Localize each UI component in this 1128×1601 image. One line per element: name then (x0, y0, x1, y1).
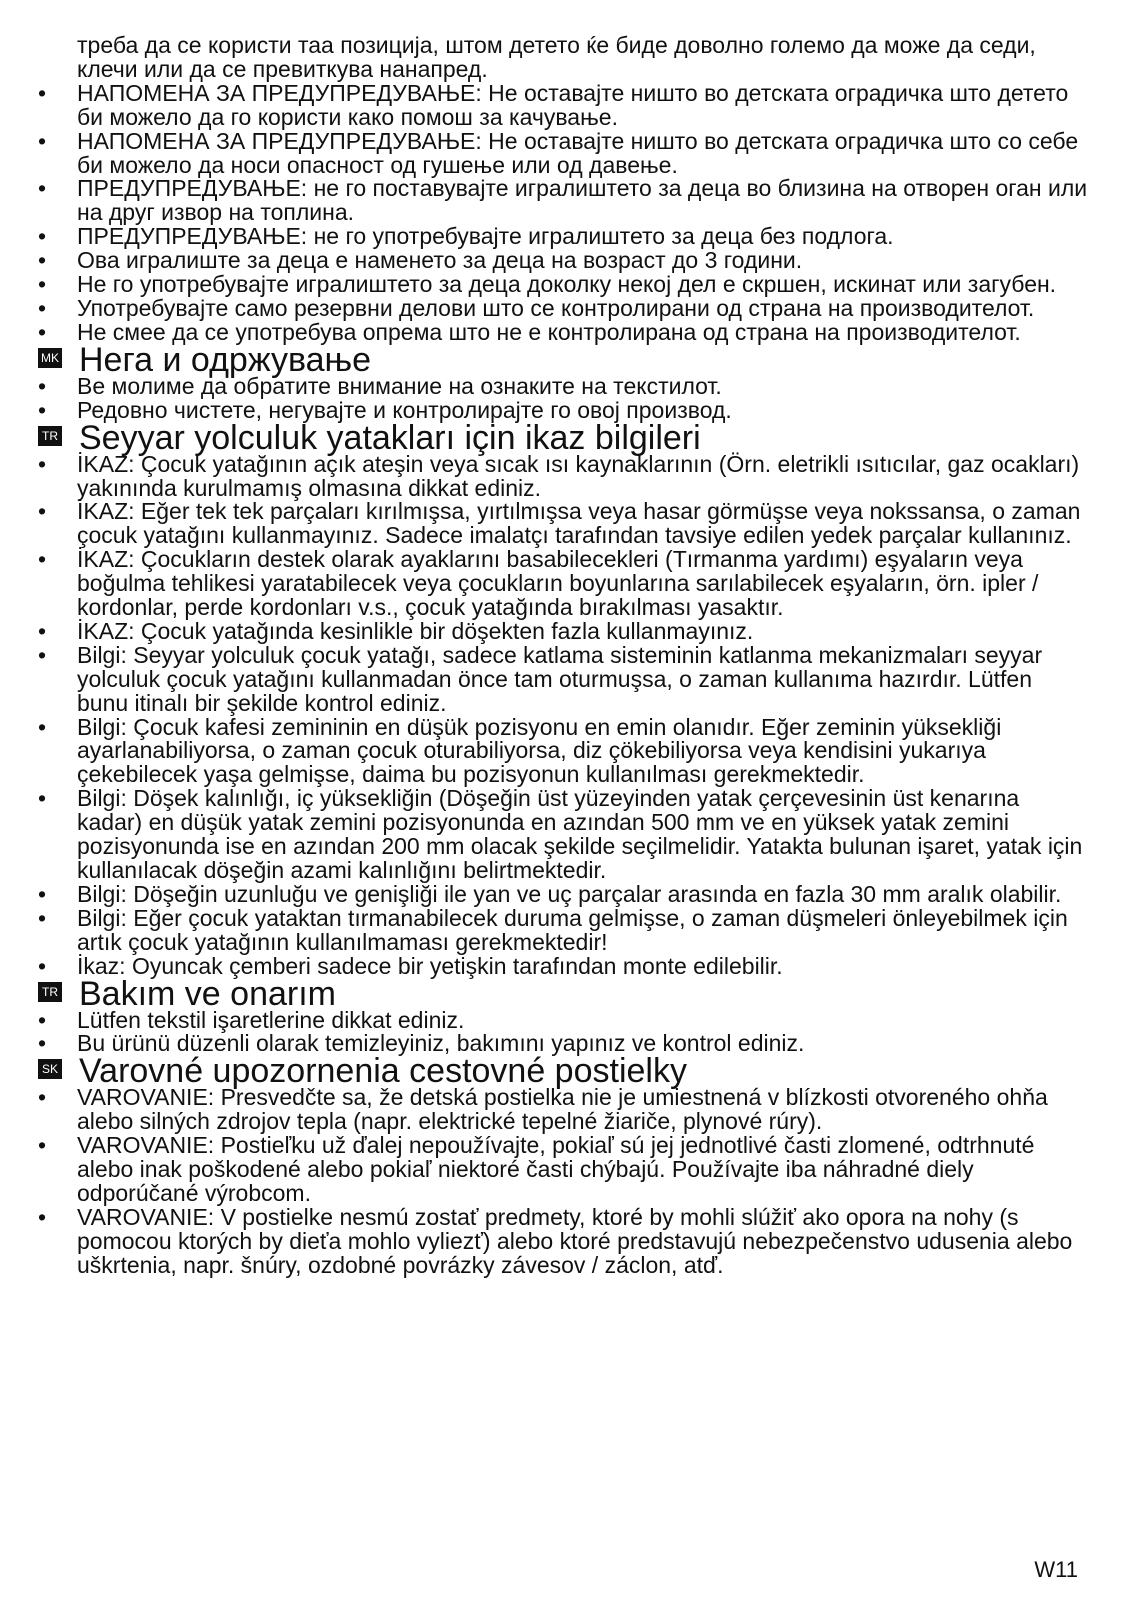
list-item (38, 249, 1088, 273)
bullet-icon: • (38, 952, 47, 979)
language-tag-badge: MK (38, 348, 62, 368)
list-item-text: İKAZ: Eğer tek tek parçaları kırılmışsa, yırtılmışsa veya hasar görmüşse veya nokssansa, o zaman çocuk yatağını kullanmayınız. Sadece imalatçı tarafından tavsiye edilen yedek parçalar kullanınız. (77, 498, 1081, 549)
bullet-icon: • (38, 904, 47, 931)
bullet-icon: • (38, 318, 47, 345)
list-item (38, 127, 1088, 178)
bullet-icon: • (38, 1030, 47, 1057)
bullet-icon: • (38, 546, 47, 573)
list-item (38, 548, 1088, 620)
list-item (38, 1203, 1088, 1278)
bullet-icon: • (38, 175, 47, 202)
list-item (38, 880, 1088, 907)
list-item-text: Не го употребувајте игралиштето за деца доколку некој дел е скршен, искинат или загубен. (77, 271, 1057, 298)
list-item-text: НАПОМЕНА ЗА ПРЕДУПРЕДУВАЊЕ: Не оставајте ништо во детската оградичка што детето би можело да го користи како помош за качување. (77, 79, 1069, 130)
section (38, 1053, 1088, 1277)
bullet-icon: • (38, 1084, 47, 1111)
list-item-text: Bilgi: Çocuk kafesi zemininin en düşük pozisyonu en emin olanıdır. Eğer zeminin yüksekliği ayarlanabiliyorsa, o zaman çocuk oturabiliyorsa, diz çökebiliyorsa veya kendisini yukarıya çekebilecek yaşa gelmişse, daima bu pozisyonun kullanılması gerekmektedir. (77, 713, 1002, 788)
section (38, 34, 1088, 345)
bullet-icon: • (38, 247, 47, 274)
list-item (38, 1134, 1088, 1206)
list-item-text: Lütfen tekstil işaretlerine dikkat ediniz. (77, 1006, 465, 1033)
list-item-text: İKAZ: Çocuk yatağının açık ateşin veya sıcak ısı kaynaklarının (Örn. eletrikli ısıtıcılar, gaz ocakları) yakınında kurulmamış olmasına dikkat ediniz. (77, 450, 1080, 501)
section-title: Bakım ve onarım (79, 974, 336, 1013)
bullet-icon: • (38, 396, 47, 423)
list-item (38, 617, 1088, 644)
list-item (38, 713, 1088, 788)
list-item (38, 1006, 1088, 1033)
list-item-text: Bilgi: Eğer çocuk yataktan tırmanabilecek duruma gelmişse, o zaman düşmeleri önleyebilmek için artık çocuk yatağının kullanılmaması gerekmektedir! (77, 904, 1068, 955)
list-item (38, 294, 1088, 321)
list-item (38, 1086, 1088, 1134)
list-item-text: Bilgi: Döşeğin uzunluğu ve genişliği ile yan ve uç parçalar arasında en fazla 30 mm aralık olabilir. (77, 880, 1062, 907)
list-item-text: Редовно чистете, негувајте и контролирајте го овој производ. (77, 396, 732, 423)
list-item (38, 787, 1088, 883)
list-item (38, 177, 1088, 225)
list-item (38, 273, 1088, 297)
list-item-text: НАПОМЕНА ЗА ПРЕДУПРЕДУВАЊЕ: Не оставајте ништо во детската оградичка што со себе би можело да носи опасност од гушење или од давење. (77, 127, 1079, 178)
section-title: Varovné upozornenia cestovné postielky (79, 1052, 687, 1091)
bullet-icon: • (38, 372, 47, 399)
section-title: Нега и одржување (79, 340, 372, 379)
list-item-text: VAROVANIE: V postielke nesmú zostať predmety, ktoré by mohli slúžiť ako opora na nohy (s pomocou ktorých by dieťa mohlo vyliezť) alebo ktoré predstavujú nebezpečenstvo udusenia alebo uškrtenia, napr. šnúry, ozdobné povrázky závesov / záclon, atď. (77, 1203, 1073, 1278)
section (38, 342, 1088, 423)
bullet-icon: • (38, 617, 47, 644)
list-item-text: ПРЕДУПРЕДУВАЊЕ: не го употребувајте игралиштето за деца без подлога. (77, 223, 894, 250)
list-item (38, 500, 1088, 548)
list-item (38, 372, 1088, 399)
list-item (38, 904, 1088, 955)
list-item (38, 641, 1088, 716)
language-tag-badge: SK (38, 1059, 62, 1079)
list-item-text: VAROVANIE: Presvedčte sa, že detská postielka nie je umiestnená v blízkosti otvoreného ohňa alebo silných zdrojov tepla (napr. elektrické tepelné žiariče, plynové rúry). (77, 1084, 1048, 1135)
bullet-icon: • (38, 785, 47, 812)
list-item-text: İKAZ: Çocukların destek olarak ayaklarını basabilecekleri (Tırmanma yardımı) eşyaların veya boğulma tehlikesi yaratabilecek veya çocukların boyunlarına sarılabilecek eşyaların, örn. ipler / kordonlar, perde kordonları v.s., çocuk yatağında bırakılması yasaktır. (77, 546, 1039, 621)
page-number: W11 (1034, 1557, 1078, 1582)
bullet-icon: • (38, 880, 47, 907)
bullet-icon: • (38, 498, 47, 525)
list-item (38, 225, 1088, 249)
list-item-text: Bilgi: Döşek kalınlığı, iç yüksekliğin (Döşeğin üst yüzeyinden yatak çerçevesinin üst kenarına kadar) en düşük yatak zemini pozisyonunda en azından 500 mm ve en yüksek yatak zemini pozisyonunda ise en azından 200 mm olacak şekilde seçilmelidir. Yatakta bulunan işaret, yatak için kullanılacak döşeğin azami kalınlığını belirtmektedir. (77, 785, 1083, 883)
document-body (38, 34, 1088, 1278)
bullet-icon: • (38, 1006, 47, 1033)
continuation-paragraph: треба да се користи таа позиција, штом детето ќе биде доволно големо да може да седи, клечи или да се превиткува нанапред. (77, 32, 1036, 82)
list-item-text: ПРЕДУПРЕДУВАЊЕ: не го поставувајте игралиштето за деца во близина на отворен оган или на друг извор на топлина. (77, 175, 1088, 226)
list-item-text: Bu ürünü düzenli olarak temizleyiniz, bakımını yapınız ve kontrol ediniz. (77, 1030, 805, 1057)
language-tag-badge: TR (38, 426, 62, 446)
bullet-icon: • (38, 79, 47, 106)
bullet-icon: • (38, 641, 47, 668)
list-item-text: VAROVANIE: Postieľku už ďalej nepoužívajte, pokiaľ sú jej jednotlivé časti zlomené, odtrhnuté alebo inak poškodené alebo pokiaľ niektoré časti chýbajú. Používajte iba náhradné diely odporúčané výrobcom. (77, 1132, 1035, 1206)
bullet-icon: • (38, 450, 47, 477)
list-item-text: Bilgi: Seyyar yolculuk çocuk yatağı, sadece katlama sisteminin katlanma mekanizmaları seyyar yolculuk çocuk yatağını kullanmadan önce tam oturmuşsa, o zaman kullanıma hazırdır. Lütfen bunu itinalı bir şekilde kontrol ediniz. (77, 641, 1043, 716)
bullet-icon: • (38, 127, 47, 154)
section (38, 420, 1088, 979)
list-item-text: Ова игралиште за деца е наменето за деца на возраст до 3 години. (77, 247, 803, 274)
list-item-text: Употребувајте само резервни делови што се контролирани од страна на производителот. (77, 294, 1035, 321)
list-item (38, 450, 1088, 501)
bullet-icon: • (38, 1132, 47, 1159)
list-item-text: İkaz: Oyuncak çemberi sadece bir yetişkin tarafından monte edilebilir. (77, 952, 783, 979)
language-tag-badge: TR (38, 982, 62, 1002)
list-item (38, 79, 1088, 130)
bullet-icon: • (38, 271, 47, 298)
section-title: Seyyar yolculuk yatakları için ikaz bilgileri (79, 418, 701, 457)
bullet-icon: • (38, 1203, 47, 1230)
list-item-text: Не смее да се употребува опрема што не е контролирана од страна на производителот. (77, 318, 1021, 345)
section (38, 976, 1088, 1057)
bullet-icon: • (38, 294, 47, 321)
bullet-icon: • (38, 223, 47, 250)
list-item-text: Ве молиме да обратите внимание на ознаките на текстилот. (77, 372, 722, 399)
bullet-icon: • (38, 713, 47, 740)
list-item-text: İKAZ: Çocuk yatağında kesinlikle bir döşekten fazla kullanmayınız. (77, 617, 754, 644)
